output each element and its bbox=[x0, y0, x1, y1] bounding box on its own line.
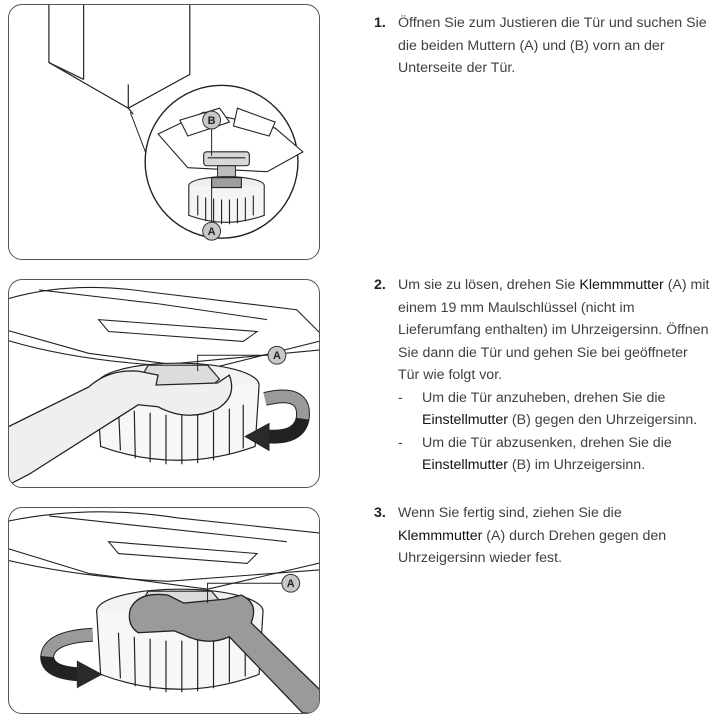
step-text-part: (A) durch Drehen gegen den Uhrzeigersinn wieder fest. bbox=[398, 527, 667, 566]
figure-door-nuts-overview bbox=[8, 4, 320, 260]
step-text: Öffnen Sie zum Justieren die Tür und suchen Sie die beiden Muttern (A) und (B) vorn an der Unterseite der Tür. bbox=[398, 15, 707, 76]
step-text bbox=[398, 274, 710, 477]
step-1 bbox=[374, 12, 710, 80]
step-3 bbox=[374, 502, 710, 570]
term-adjust-nut: Einstellmutter bbox=[422, 457, 508, 473]
sub-item-raise bbox=[398, 387, 710, 432]
callout-a-label: A bbox=[286, 578, 295, 591]
callout-b-label: B bbox=[207, 115, 216, 128]
step-text-part: (A) mit einem 19 mm Maulschlüssel (nicht im Lieferumfang enthalten) im Uhrzeigersinn. Öffnen Sie dann die Tür und gehen Sie bei geöffneter Tür wie folgt vor. bbox=[398, 277, 710, 383]
term-lock-nut: Klemmmutter bbox=[579, 277, 664, 293]
door-nuts-illustration bbox=[9, 5, 319, 259]
sub-text-part: Um die Tür abzusenken, drehen Sie die bbox=[422, 434, 672, 451]
sub-text-part: (B) gegen den Uhrzeigersinn. bbox=[507, 412, 698, 428]
sub-text-part: Um die Tür anzuheben, drehen Sie die bbox=[422, 389, 666, 406]
figure-tighten-lock-nut bbox=[8, 507, 320, 714]
sub-item-lower bbox=[398, 432, 710, 477]
callout-a-label: A bbox=[207, 226, 216, 239]
step-text bbox=[398, 502, 710, 570]
callout-a-label: A bbox=[272, 350, 281, 363]
term-lock-nut: Klemmmutter bbox=[398, 527, 483, 544]
loosen-illustration bbox=[9, 280, 319, 487]
figure-loosen-lock-nut bbox=[8, 279, 320, 488]
step-number: 3. bbox=[374, 505, 386, 521]
step-2 bbox=[374, 274, 710, 477]
sub-text-part: (B) im Uhrzeigersinn. bbox=[507, 457, 646, 473]
dash-marker: - bbox=[398, 389, 403, 406]
step-number: 1. bbox=[374, 15, 386, 31]
step-text-part: Um sie zu lösen, drehen Sie bbox=[398, 277, 580, 293]
tighten-illustration bbox=[9, 508, 319, 713]
dash-marker: - bbox=[398, 434, 403, 451]
step-number: 2. bbox=[374, 277, 386, 293]
term-adjust-nut: Einstellmutter bbox=[422, 412, 508, 428]
step-text-part: Wenn Sie fertig sind, ziehen Sie die bbox=[398, 505, 622, 521]
